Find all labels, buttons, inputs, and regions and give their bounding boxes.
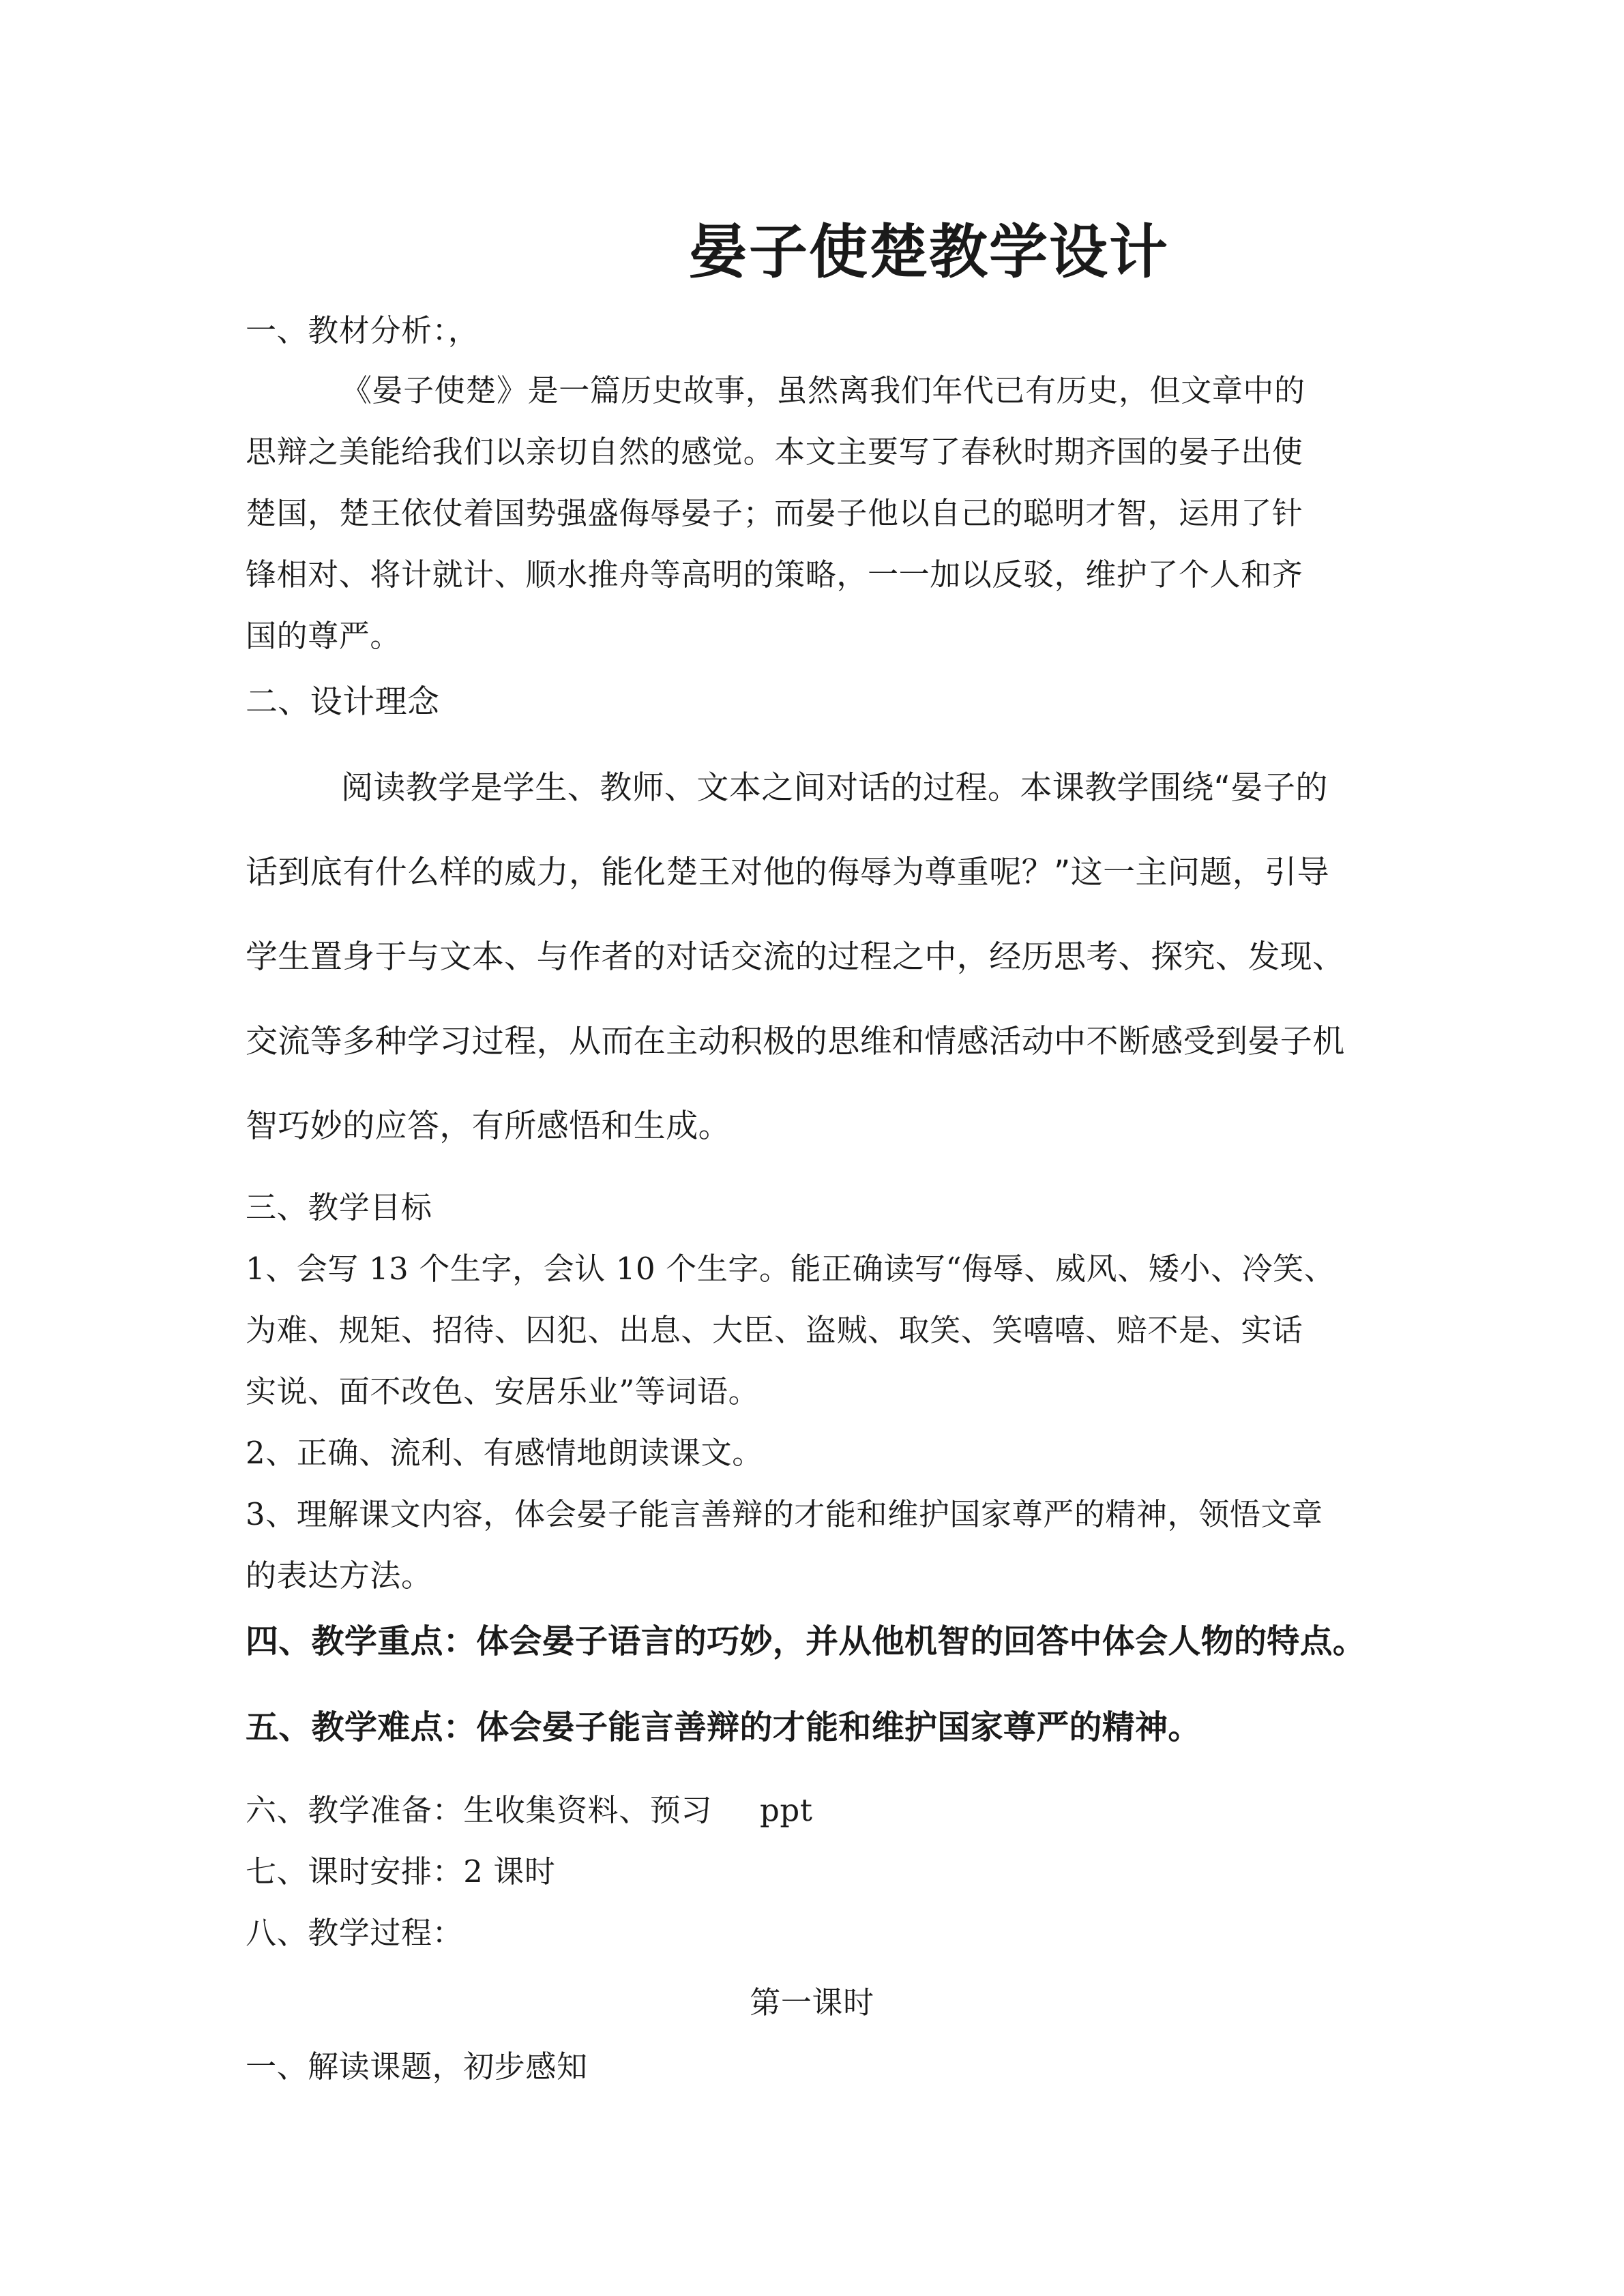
objective-line: 2、正确、流利、有感情地朗读课文。 [246, 1435, 763, 1471]
paragraph-line: 阅读教学是学生、教师、文本之间对话的过程。本课教学围绕“晏子的 [341, 769, 1328, 807]
objective-line: 为难、规矩、招待、囚犯、出息、大臣、盗贼、取笑、笑嘻嘻、赔不是、实话 [246, 1312, 1303, 1348]
section-heading-teaching-objectives: 三、教学目标 [246, 1189, 432, 1225]
objective-line: 1、会写 13 个生字，会认 10 个生字。能正确读写“侮辱、威风、矮小、冷笑、 [246, 1251, 1335, 1287]
section-teaching-difficulty: 五、教学难点：体会晏子能言善辩的才能和维护国家尊严的精神。 [246, 1708, 1201, 1746]
paragraph-line: 学生置身于与文本、与作者的对话交流的过程之中，经历思考、探究、发现、 [246, 938, 1345, 976]
objective-line: 的表达方法。 [246, 1557, 432, 1594]
section-heading-design-concept: 二、设计理念 [246, 683, 440, 721]
paragraph-line: 思辩之美能给我们以亲切自然的感觉。本文主要写了春秋时期齐国的晏子出使 [246, 434, 1303, 470]
document-title: 晏子使楚教学设计 [689, 218, 1169, 286]
objective-line: 3、理解课文内容，体会晏子能言善辩的才能和维护国家尊严的精神，领悟文章 [246, 1496, 1323, 1532]
paragraph-line: 交流等多种学习过程，从而在主动积极的思维和情感活动中不断感受到晏子机 [246, 1023, 1345, 1060]
objective-line: 实说、面不改色、安居乐业”等词语。 [246, 1373, 760, 1410]
paragraph-line: 《晏子使楚》是一篇历史故事，虽然离我们年代已有历史，但文章中的 [341, 372, 1305, 408]
paragraph-line: 国的尊严。 [246, 618, 402, 654]
paragraph-line: 楚国，楚王依仗着国势强盛侮辱晏子；而晏子他以自己的聪明才智，运用了针 [246, 495, 1303, 531]
lesson-heading: 第一课时 [750, 1984, 874, 2021]
section-teaching-focus: 四、教学重点：体会晏子语言的巧妙，并从他机智的回答中体会人物的特点。 [246, 1622, 1366, 1660]
preparation-label: 六、教学准备：生收集资料、预习 [246, 1792, 713, 1828]
paragraph-line: 话到底有什么样的威力，能化楚王对他的侮辱为尊重呢？”这一主问题，引导 [246, 854, 1329, 891]
paragraph-line: 锋相对、将计就计、顺水推舟等高明的策略，一一加以反驳，维护了个人和齐 [246, 556, 1303, 593]
section-heading-material-analysis: 一、教材分析：， [246, 312, 479, 348]
section-schedule: 七、课时安排：2 课时 [246, 1853, 556, 1890]
step-heading: 一、解读课题，初步感知 [246, 2048, 588, 2085]
section-teaching-process: 八、教学过程： [246, 1915, 464, 1951]
paragraph-line: 智巧妙的应答，有所感悟和生成。 [246, 1107, 730, 1145]
section-teaching-preparation [246, 1785, 813, 1830]
preparation-extra: ppt [760, 1792, 813, 1828]
